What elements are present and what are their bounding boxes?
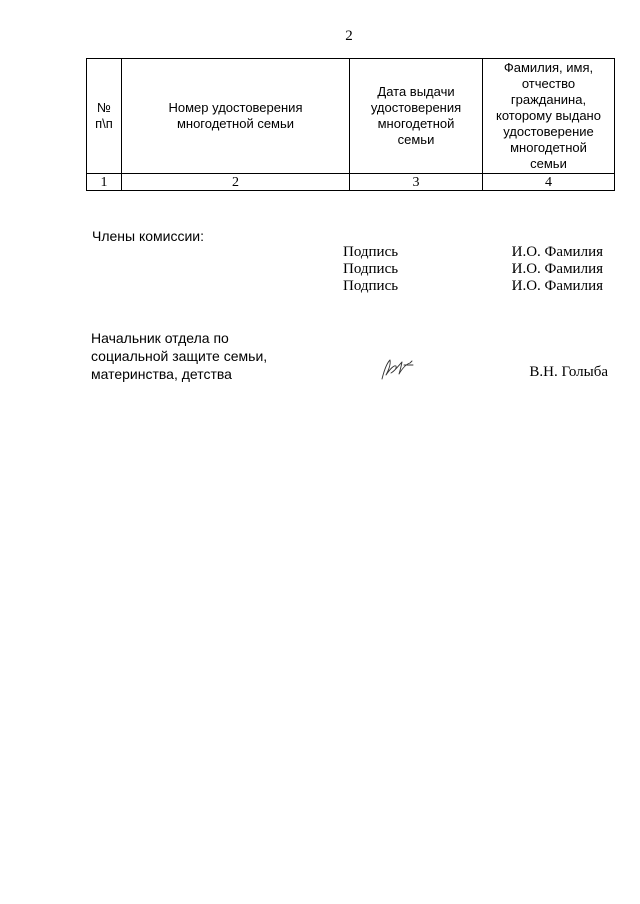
handwritten-signature	[378, 357, 418, 383]
column-number-1: 1	[87, 174, 122, 191]
chief-title-line: материнства, детства	[91, 366, 232, 382]
column-number-4: 4	[483, 174, 615, 191]
signature-label: Подпись	[343, 244, 399, 260]
chief-title	[91, 329, 267, 383]
table-row	[87, 174, 615, 191]
chief-name: В.Н. Голыба	[529, 364, 608, 380]
commission-signature-row	[0, 278, 640, 296]
member-name: И.О. Фамилия	[511, 244, 603, 260]
table-header-row	[87, 59, 615, 174]
commission-signature-row	[0, 244, 640, 262]
commission-title: Члены комиссии:	[92, 228, 205, 244]
signature-label: Подпись	[343, 278, 399, 294]
page-number: 2	[345, 28, 353, 44]
header-number: № п\п	[87, 59, 122, 174]
column-number-2: 2	[122, 174, 350, 191]
member-name: И.О. Фамилия	[511, 278, 603, 294]
header-recipient-name: Фамилия, имя, отчество гражданина, которому выдано удостоверение многодетной семьи	[483, 59, 615, 174]
commission-signature-row	[0, 261, 640, 279]
chief-title-line: социальной защите семьи,	[91, 348, 268, 364]
member-name: И.О. Фамилия	[511, 261, 603, 277]
chief-title-line: Начальник отдела по	[91, 330, 229, 346]
certificates-table	[86, 58, 615, 191]
column-number-3: 3	[350, 174, 483, 191]
header-certificate-number: Номер удостоверения многодетной семьи	[122, 59, 350, 174]
header-issue-date: Дата выдачи удостоверения многодетной семьи	[350, 59, 483, 174]
signature-label: Подпись	[343, 261, 399, 277]
